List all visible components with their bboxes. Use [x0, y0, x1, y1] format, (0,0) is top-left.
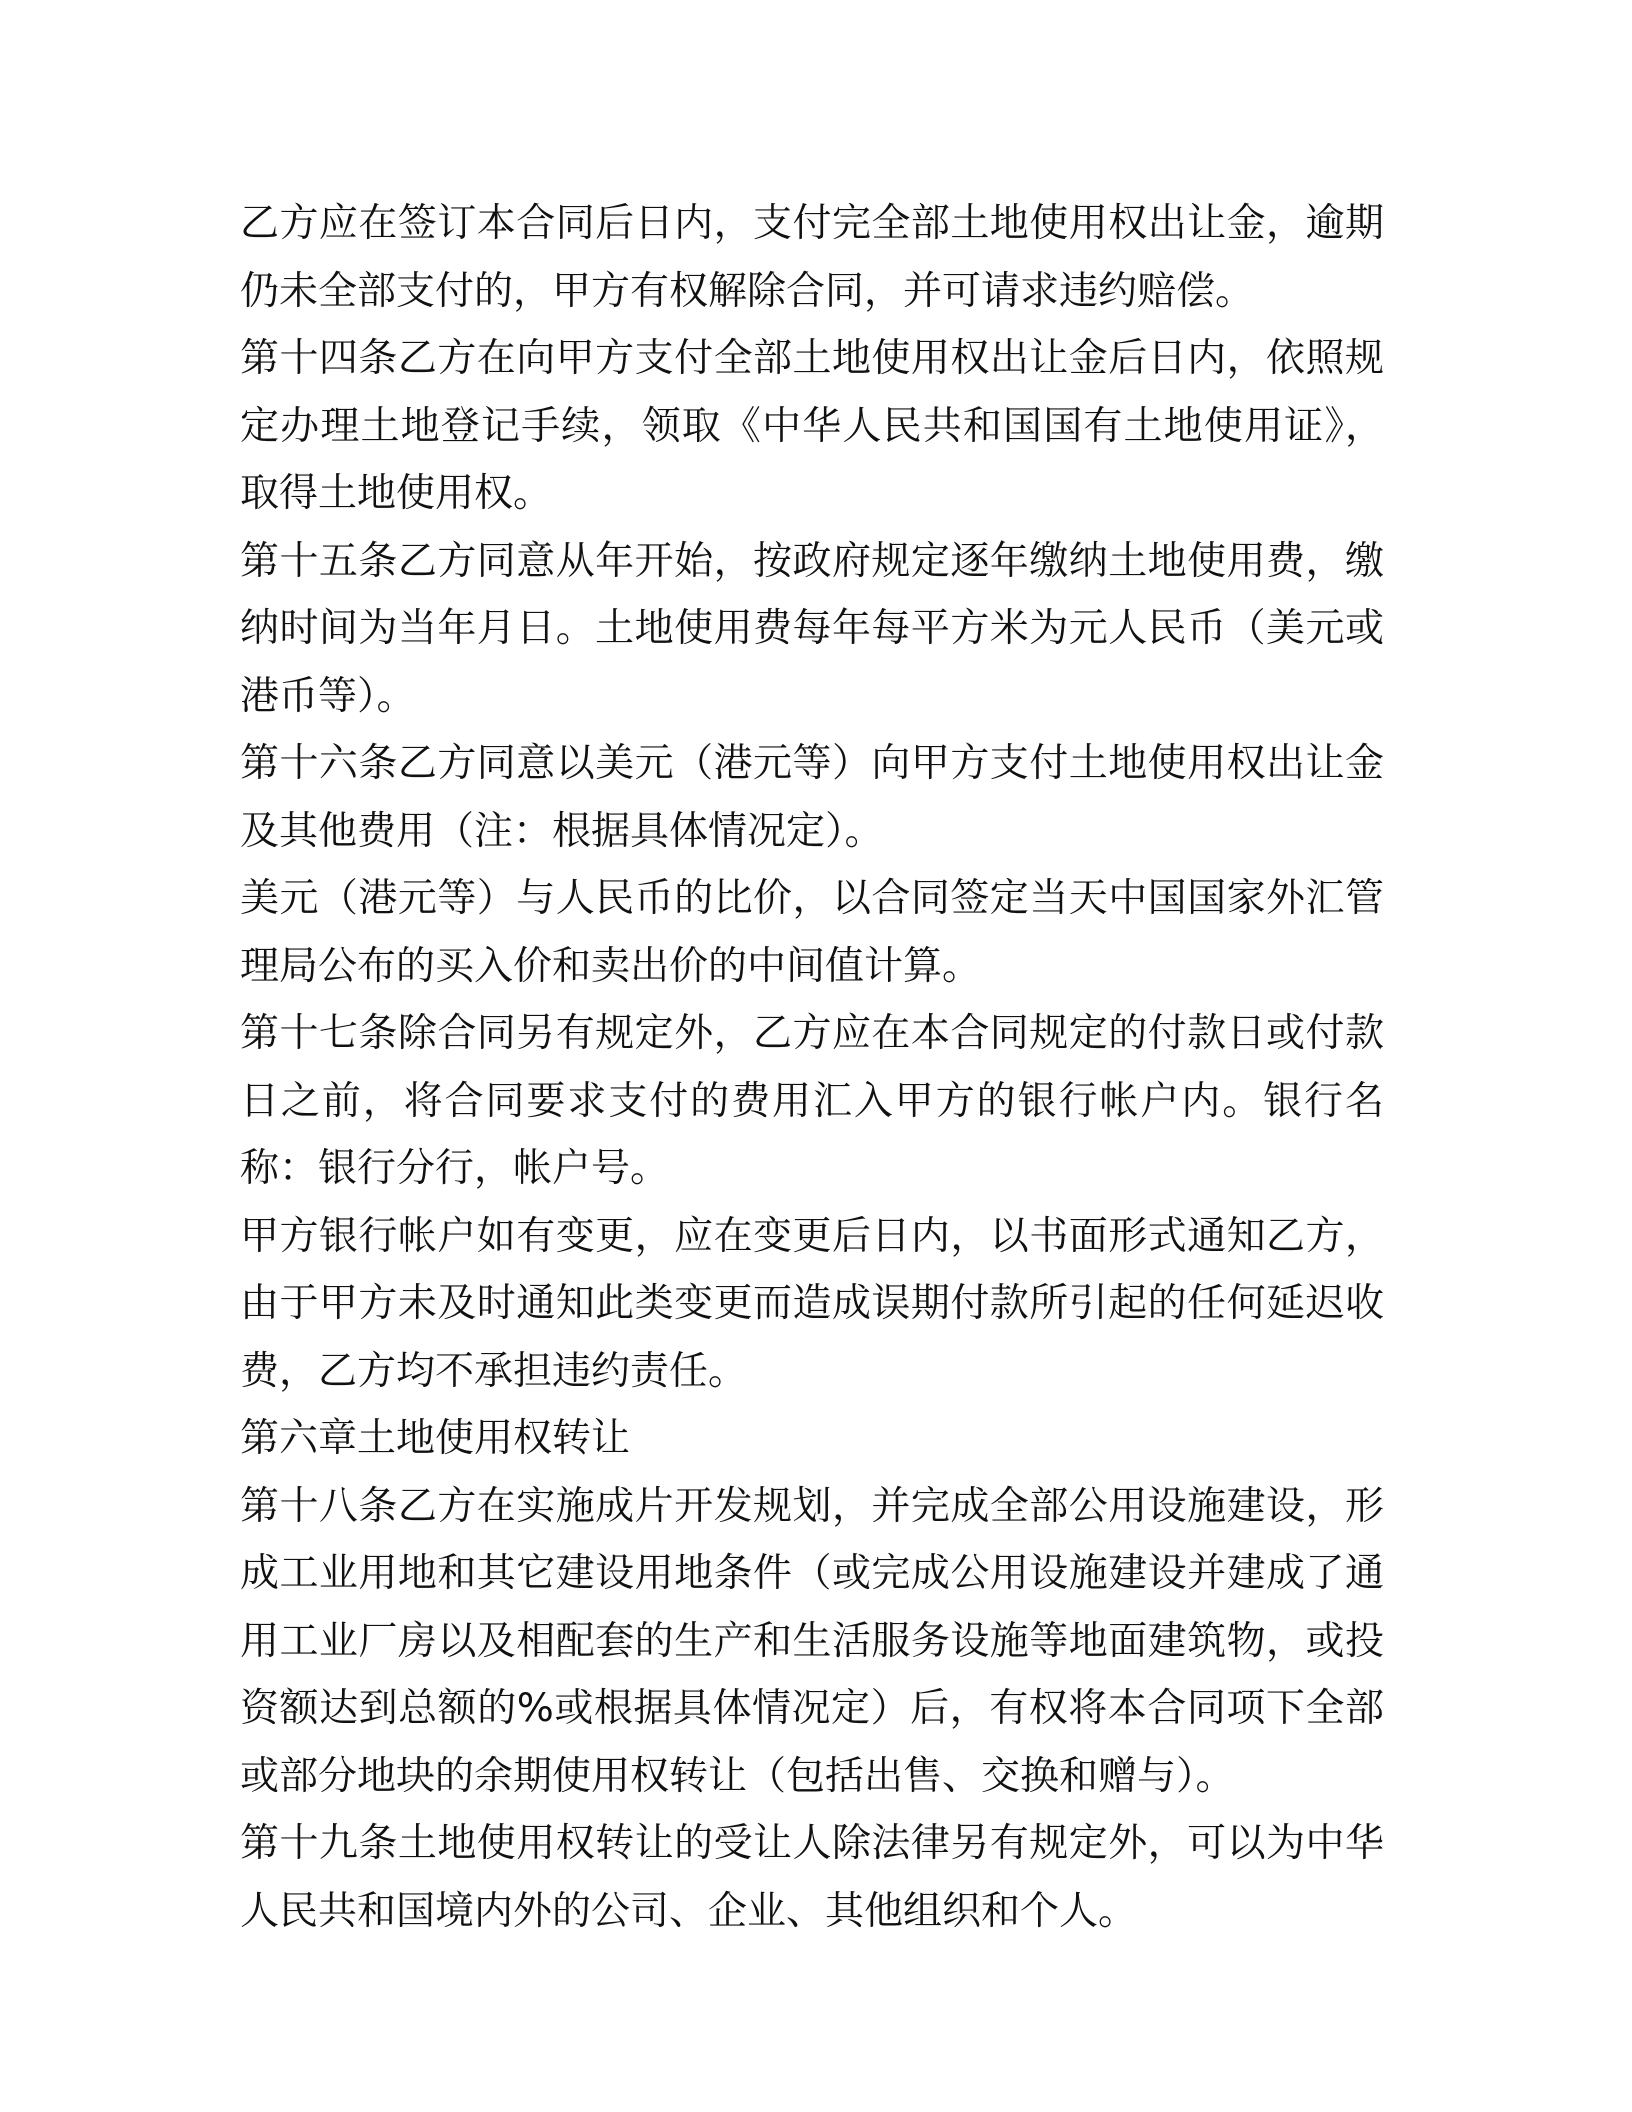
paragraph-article-18: 第十八条乙方在实施成片开发规划，并完成全部公用设施建设，形成工业用地和其它建设用地条件（或完成公用设施建设并建成了通用工业厂房以及相配套的生产和生活服务设施等地面建筑物，或投资额达到总额的%或根据具体情况定）后，有权将本合同项下全部或部分地块的余期使用权转让（包括出售、交换和赠与）。	[240, 1483, 1384, 1799]
paragraph-bank-account-change: 甲方银行帐户如有变更，应在变更后日内，以书面形式通知乙方，由于甲方未及时通知此类变更而造成误期付款所引起的任何延迟收费，乙方均不承担违约责任。	[240, 1213, 1384, 1394]
paragraph-article-14: 第十四条乙方在向甲方支付全部土地使用权出让金后日内，依照规定办理土地登记手续，领取《中华人民共和国国有土地使用证》，取得土地使用权。	[240, 336, 1384, 516]
paragraph-payment-deadline: 乙方应在签订本合同后日内，支付完全部土地使用权出让金，逾期仍未全部支付的，甲方有权解除合同，并可请求违约赔偿。	[240, 201, 1384, 314]
paragraph-article-19: 第十九条土地使用权转让的受让人除法律另有规定外，可以为中华人民共和国境内外的公司、企业、其他组织和个人。	[240, 1821, 1384, 1934]
document-body	[240, 190, 1384, 1945]
paragraph-article-16: 第十六条乙方同意以美元（港元等）向甲方支付土地使用权出让金及其他费用（注：根据具体情况定）。	[240, 741, 1384, 854]
paragraph-article-17: 第十七条除合同另有规定外，乙方应在本合同规定的付款日或付款日之前，将合同要求支付的费用汇入甲方的银行帐户内。银行名称：银行分行，帐户号。	[240, 1011, 1384, 1191]
chapter-heading-6: 第六章土地使用权转让	[240, 1416, 631, 1461]
paragraph-exchange-rate: 美元（港元等）与人民币的比价，以合同签定当天中国国家外汇管理局公布的买入价和卖出价的中间值计算。	[240, 876, 1384, 989]
paragraph-article-15: 第十五条乙方同意从年开始，按政府规定逐年缴纳土地使用费，缴纳时间为当年月日。土地使用费每年每平方米为元人民币（美元或港币等）。	[240, 538, 1384, 719]
